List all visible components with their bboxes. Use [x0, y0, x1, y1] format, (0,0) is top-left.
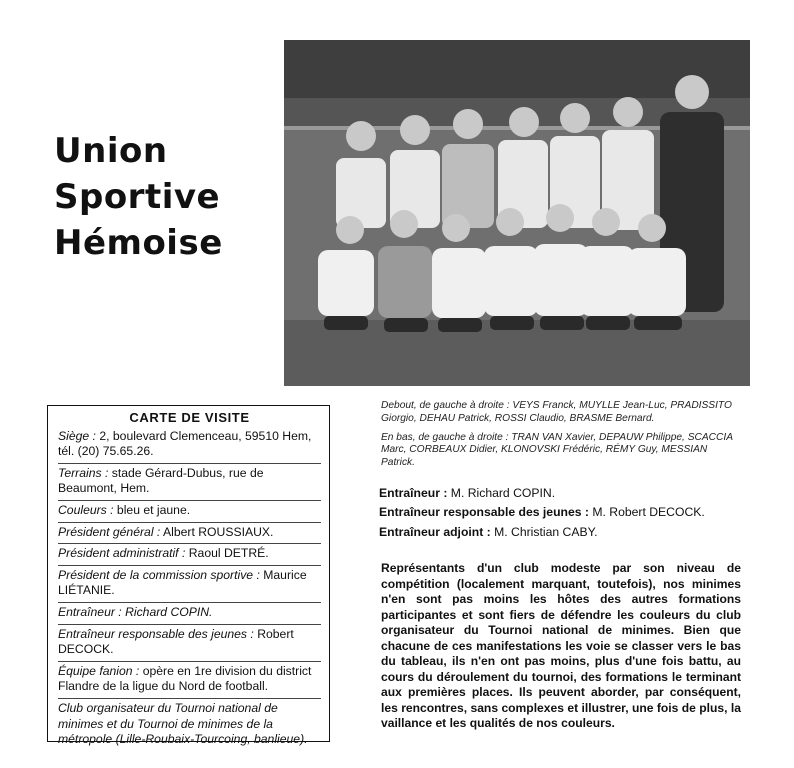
staff-name: M. Richard COPIN.: [447, 486, 556, 500]
card-entry-text: Robert DECOCK.: [58, 626, 294, 657]
card-entry-label: Président général :: [58, 524, 161, 539]
staff-name: M. Christian CABY.: [490, 524, 598, 539]
card-entry-label: Président de la commission sportive :: [58, 567, 260, 582]
staff-role: Entraîneur adjoint :: [379, 524, 491, 539]
team-photo: [284, 40, 750, 386]
card-entry-text: Maurice LIÉTANIE.: [58, 567, 307, 598]
staff-list: [379, 486, 741, 544]
caption-standing: Debout, de gauche à droite : VEYS Franck, MUYLLE Jean-Luc, PRADISSITO Giorgio, DEHAU Patrick, ROSSI Claudio, BRASME Bernard.: [381, 400, 732, 424]
staff-assistant-coach: [379, 525, 741, 540]
staff-role: Entraîneur responsable des jeunes :: [379, 505, 589, 520]
title-line-2: Sportive: [54, 177, 221, 217]
staff-role: Entraîneur :: [379, 486, 448, 500]
card-heading: CARTE DE VISITE: [129, 410, 250, 425]
card-entry-first-team: [58, 661, 321, 698]
card-entry-seat: [58, 429, 321, 463]
staff-coach: [379, 486, 741, 501]
card-entry-text: 2, boulevard Clemenceau, 59510 Hem, tél. (20) 75.65.26.: [58, 428, 312, 459]
card-entry-text: Albert ROUSSIAUX.: [160, 524, 274, 539]
card-entry-text: stade Gérard-Dubus, rue de Beaumont, Hem.: [58, 465, 264, 496]
card-entry-organizer: [58, 698, 321, 751]
card-entry-label: Terrains :: [58, 465, 109, 480]
card-entry-label: Équipe fanion :: [58, 663, 140, 678]
business-card: [47, 405, 330, 747]
photo-caption: [381, 400, 741, 476]
caption-bottom: En bas, de gauche à droite : TRAN VAN Xavier, DEPAUW Philippe, SCACCIA Marc, CORBEAUX Didier, KLONOVSKI Frédéric, RÉMY Guy, MESSIAN Patrick.: [381, 431, 733, 469]
club-title: [54, 128, 223, 266]
card-entry-coach: [58, 602, 321, 624]
card-entry-label: Entraîneur responsable des jeunes :: [58, 626, 254, 641]
card-entry-label: Couleurs :: [58, 502, 114, 517]
card-entry-label: Entraîneur : Richard COPIN.: [58, 604, 213, 619]
staff-youth-coach: [379, 505, 741, 520]
title-line-1: Union: [54, 131, 168, 171]
card-entry-president: [58, 522, 321, 544]
card-entry-text: opère en 1re division du district Flandre de la ligue du Nord de football.: [58, 663, 312, 694]
card-entry-text: Raoul DETRÉ.: [185, 546, 269, 561]
card-entry-label: Siège :: [58, 428, 96, 443]
card-entry-text: bleu et jaune.: [113, 502, 191, 517]
card-entry-admin-president: [58, 543, 321, 565]
card-entry-colours: [58, 500, 321, 522]
article-body: Représentants d'un club modeste par son niveau de compétition (localement marquant, toutefois), nos minimes n'en sont pas moins les hôtes des autres formations participantes et sont fiers de défendre les couleurs du club organisateur du Tournoi national de minimes. Bien que chacune de ces manifestations les voie se classer vers le bas du tableau, ils n'en ont pas moins, plus d'une fois battu, au cours du déroulement du tournoi, des formations le terminant aux premières places. Ils peuvent aborder, par conséquent, les rencontres, sans complexes et illustrer, une fois de plus, la vaillance et les qualités de nos couleurs.: [381, 561, 741, 730]
card-entry-sport-president: [58, 565, 321, 602]
title-line-3: Hémoise: [54, 223, 223, 263]
card-entry-label: Club organisateur du Tournoi national de minimes et du Tournoi de minimes de la métropole (Lille-Roubaix-Tourcoing, banlieue).: [58, 700, 308, 747]
staff-name: M. Robert DECOCK.: [588, 505, 705, 520]
card-entry-label: Président administratif :: [58, 546, 186, 561]
card-entry-youth-coach: [58, 624, 321, 661]
card-entry-grounds: [58, 463, 321, 500]
